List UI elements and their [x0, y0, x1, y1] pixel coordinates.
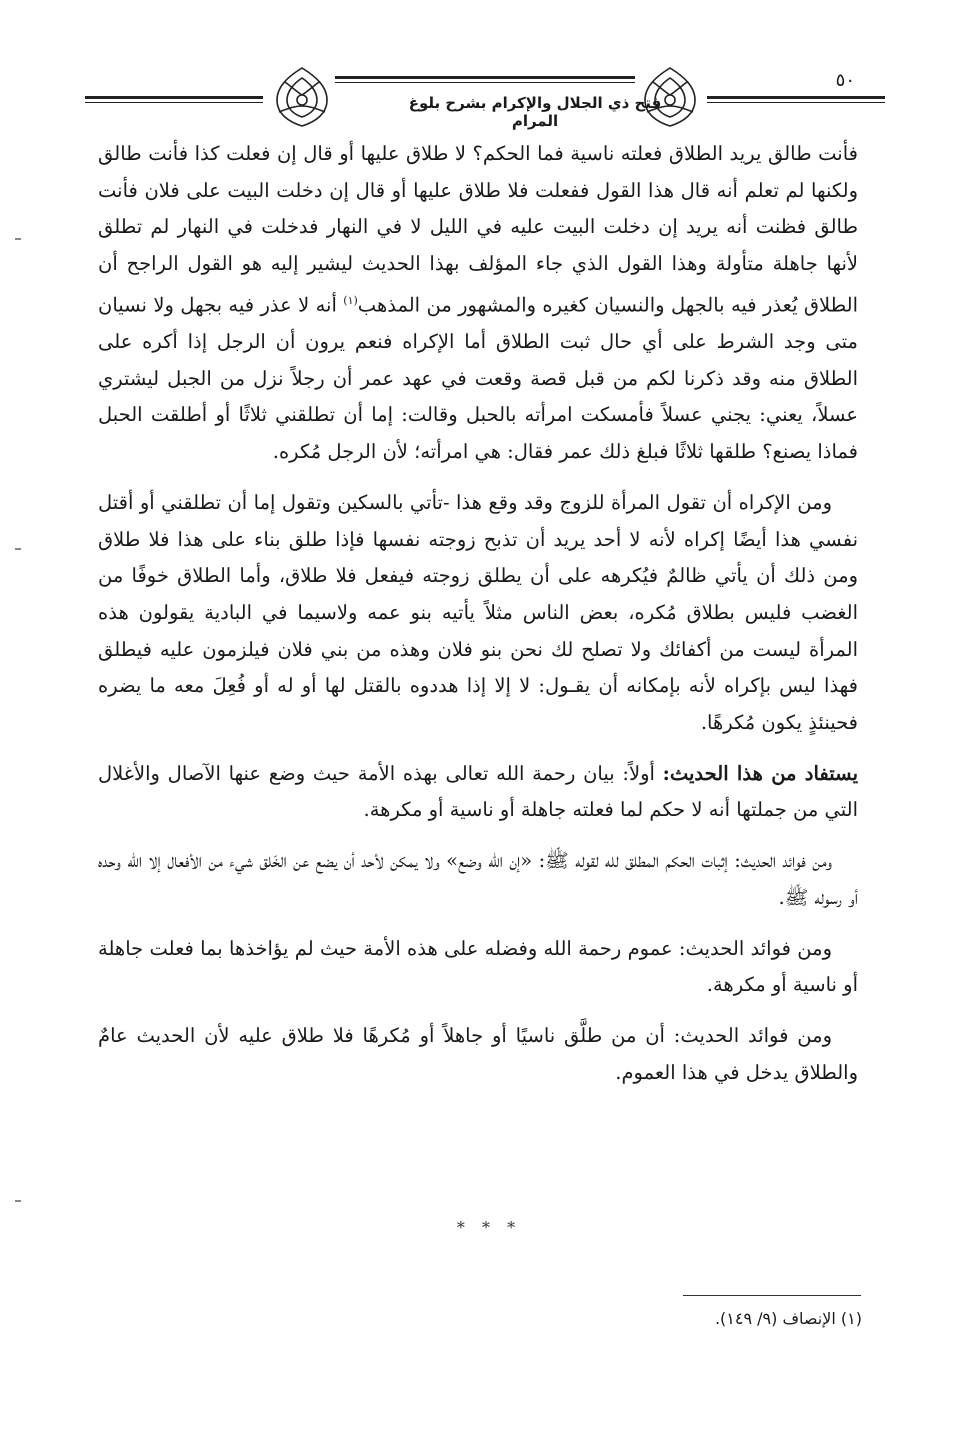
paragraph: ومن الإكراه أن تقول المرأة للزوج وقد وقع هذا -تأتي بالسكين وتقول إما أن تطلقني أو أقتل نفسي هذا أيضًا إكراه لأنه لا أحد يريد أن تذبح زوجته نفسها فإذا طلق بناء على هذا فلا طلاق ومن ذلك أن يأتي ظالمٌ فيُكرهه على أن يطلق زوجته فيفعل فلا طلاق، وأما الطلاق خوفًا من الغضب فليس بطلاق مُكره، بعض الناس مثلاً يأتيه بنو عمه ولاسيما في البادية يقولون هذه المرأة ليست من أكفائك ولا تصلح لك نحن بنو فلان وهذه من بني فلان فيلزمون عليه فيطلق فهذا ليس بإكراه لأنه بإمكانه أن يقـول: لا إلا إذا هددوه بالقتل لها أو له أو فُعِلَ معه ما يضره فحينئذٍ يكون مُكرهًا. — [98, 490, 858, 735]
paragraph-text: أنه لا عذر فيه بجهل ولا نسيان متى وجد الشرط على أي حال ثبت الطلاق أما الإكراه فنعم يرون أن الرجل إذا أكره على الطلاق منه وقد ذكرنا لكم من قبل قصة وقعت في عهد عمر أن رجلاً نزل من الجبل ليشتري عسلاً، يعني: يجني عسلاً فأمسكت امرأته بالحبل وقالت: إما أن تطلقني ثلاثًا أو أطلقت الحبل فماذا يصنع؟ طلقها ثلاثًا فبلغ ذلك عمر فقال: هي امرأته؛ لأن الرجل مُكره. — [98, 293, 858, 464]
footnote-marker[interactable]: (١) — [343, 293, 358, 307]
header-rule-top — [335, 76, 635, 79]
footnote-divider — [683, 1295, 861, 1296]
left-ornament-icon — [267, 62, 337, 132]
page-number: ٥٠ — [835, 70, 855, 91]
section-separator: * * * — [456, 1218, 522, 1237]
header-rule-left-thin — [85, 102, 263, 103]
footnote: (١) الإنصاف (٩/ ١٤٩). — [714, 1309, 862, 1328]
paragraph — [98, 756, 858, 829]
paragraph — [98, 136, 858, 471]
scan-mark — [15, 1200, 21, 1202]
scan-mark — [15, 548, 21, 550]
header-rule-top-thin — [335, 82, 635, 83]
header-rule-right — [707, 96, 885, 99]
paragraph: ومن فوائد الحديث: أن من طلَّق ناسيًا أو جاهلاً أو مُكرهًا فلا طلاق عليه لأن الحديث عامٌ والطلاق يدخل في هذا العموم. — [98, 1023, 858, 1084]
header-rule-left — [85, 96, 263, 99]
page-body — [98, 136, 858, 1091]
section-lead: يستفاد من هذا الحديث: — [662, 761, 858, 785]
header-rule-right-thin — [707, 102, 885, 103]
paragraph-text: فأنت طالق يريد الطلاق فعلته ناسية فما الحكم؟ لا طلاق عليها أو قال إن فعلت كذا فأنت طالق ولكنها لم تعلم أنه قال هذا القول ففعلت فلا طلاق عليها أو قال إن دخلت البيت على فلان فأنت طالق فظنت أنه يريد إن دخلت البيت عليه في الليل لا في النهار فدخلت في النهار لم تطلق لأنها جاهلة متأولة وهذا القول الذي جاء المؤلف بهذا الحديث ليشير إليه هو القول الراجح أن الطلاق يُعذر فيه بالجهل والنسيان كغيره والمشهور من المذهب — [98, 142, 858, 317]
paragraph-text: أولاً: بيان رحمة الله تعالى بهذه الأمة حيث وضع عنها الآصال والأغلال التي من جملتها أنه لا حكم لما فعلته جاهلة أو ناسية أو مكرهة. — [98, 761, 858, 822]
paragraph: ومن فوائد الحديث: إثبات الحكم المطلق لله لقوله ﷺ: «إن الله وضع» ولا يمكن لأحد أن يضع عن الخَلق شيء من الأفعال إلا الله وحده أو رسوله ﷺ. — [98, 849, 858, 909]
paragraph: ومن فوائد الحديث: عموم رحمة الله وفضله على هذه الأمة حيث لم يؤاخذها بما فعلت جاهلة أو ناسية أو مكرهة. — [98, 936, 858, 997]
book-title: فتح ذي الجلال والإكرام بشرح بلوغ المرام — [408, 94, 662, 130]
scan-mark — [15, 238, 21, 240]
page-header — [85, 62, 885, 132]
